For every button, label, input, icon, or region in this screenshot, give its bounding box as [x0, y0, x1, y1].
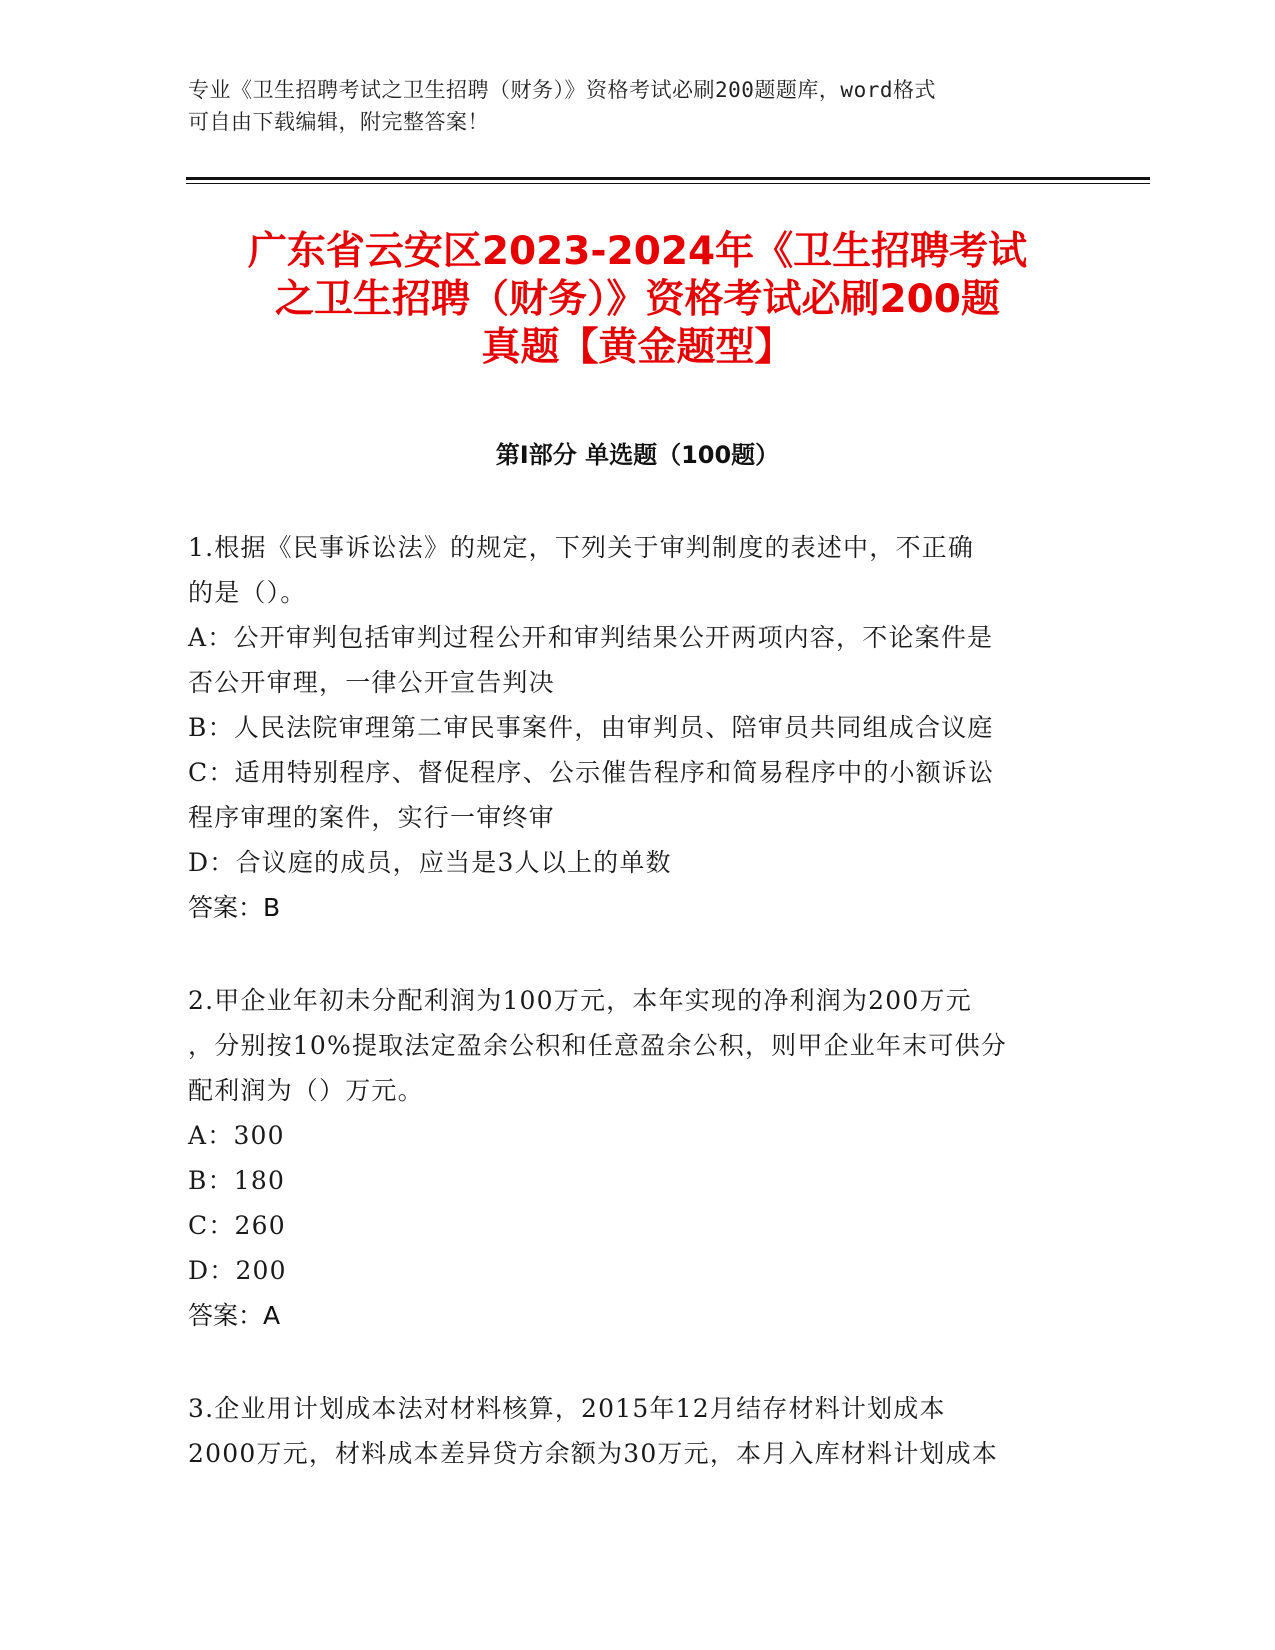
option-b: B：人民法院审理第二审民事案件，由审判员、陪审员共同组成合议庭: [188, 713, 994, 742]
option-c: C：适用特别程序、督促程序、公示催告程序和简易程序中的小额诉讼: [188, 758, 995, 787]
answer: 答案：B: [188, 893, 281, 922]
question-text: 2000万元，材料成本差异贷方余额为30万元，本月入库材料计划成本: [188, 1439, 999, 1468]
option-c: C：260: [188, 1211, 286, 1240]
title-line: 真题【黄金题型】: [481, 325, 794, 370]
option-d: D：200: [188, 1256, 287, 1285]
option-a: A：公开审判包括审判过程公开和审判结果公开两项内容，不论案件是: [188, 623, 994, 652]
option-a: 否公开审理，一律公开宣告判决: [188, 668, 555, 697]
option-a: A：300: [188, 1121, 285, 1150]
header-note-line: 专业《卫生招聘考试之卫生招聘（财务）》资格考试必刷200题题库，word格式: [188, 78, 936, 102]
question-1: [188, 525, 1088, 930]
header-note-line: 可自由下载编辑，附完整答案！: [188, 110, 489, 134]
option-b: B：180: [188, 1166, 286, 1195]
question-2: [188, 978, 1088, 1338]
question-list: [188, 525, 1088, 1524]
title-line: 广东省云安区2023-2024年《卫生招聘考试: [247, 229, 1028, 274]
title-line: 之卫生招聘（财务）》资格考试必刷200题: [275, 277, 1000, 322]
question-text: 1.根据《民事诉讼法》的规定，下列关于审判制度的表述中，不正确: [188, 533, 975, 562]
question-text: 2.甲企业年初未分配利润为100万元，本年实现的净利润为200万元: [188, 986, 972, 1015]
option-c: 程序审理的案件，实行一审终审: [188, 803, 555, 832]
document-title: [150, 228, 1125, 372]
option-d: D：合议庭的成员，应当是3人以上的单数: [188, 848, 672, 877]
section-title: 第Ⅰ部分 单选题（100题）: [495, 441, 780, 469]
question-3: [188, 1386, 1088, 1476]
question-text: 配利润为（）万元。: [188, 1076, 424, 1105]
answer: 答案：A: [188, 1301, 281, 1330]
question-text: 的是（）。: [188, 578, 307, 607]
header-note: [188, 74, 1068, 138]
header-rule-thin: [186, 183, 1150, 184]
question-text: ，分别按10%提取法定盈余公积和任意盈余公积，则甲企业年末可供分: [188, 1031, 1007, 1060]
question-text: 3.企业用计划成本法对材料核算，2015年12月结存材料计划成本: [188, 1394, 946, 1423]
header-rule-thick: [186, 177, 1150, 180]
